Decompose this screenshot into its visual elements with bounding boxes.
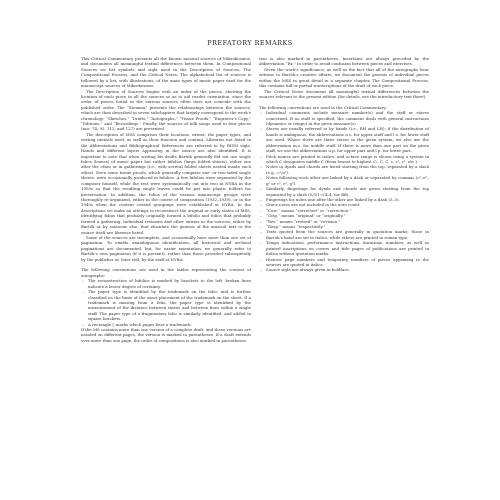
paragraph: If the MS contains more than one version of a complete draft, and these versions are notated on different pages, the version is marked in parentheses. If a draft extends over more than one page, the order of compositions is also marked in parentheses. [81,327,251,343]
paragraph: The Description of Sources begins with an index of the pieces, showing the location of each piece in all the sources so as to aid reader orientation, since the order of pieces found in the various sources often does not coincide with the published order. The “Stemma” presents the relationships between the sources, which are then described in seven subchapters that largely correspond to the work’s chronology: “Sketches,” “Drafts,” “Autographs,” “Tissue Proofs,” “Engraver’s Copy,” “Editions,” and “Recordings.” Finally, the sources of folk songs used in four pieces (nos. 74, 95, 112, and 127) are presented. [81,88,251,132]
commentary-conventions-list [259,110,429,273]
list-item: – Historic page numbers and temporary numbers of pieces appearing in the sources are quoted in italics. [259,257,429,268]
list-item: – Notes in dyads and chords are listed starting from the top, separated by a slash (e.g., c²/a¹). [259,164,429,175]
list-item: – “Orig.” means “original” or “originally.” [259,213,429,218]
right-column [259,56,429,273]
list-item: – The paper type is identified by the trademark on the folio, and is further classified on the basis of the exact placement of the trademark on the sheet. If a trademark is missing from a folio, the paper type is identified by the measurement of the distance between staves and between lines within a single staff. The paper type of a fragmentary folio is similarly identified, and added in square brackets. [81,289,251,322]
conventions-list [81,278,251,327]
paragraph: Given the work’s significance, as well as the fact that all of the autographs bear witness to Bartók’s creative efforts, we document the genesis of individual pieces within the MSS in great detail in a separate chapter, The Compositional Process; this contains full or partial transcriptions of the draft of each piece. [259,66,429,89]
paragraph: Some of the sources are incomplete, and occasionally have more than one set of pagination. To enable unambiguous identification, all historical and archival paginations are documented, but, for easier orientation, we generally refer to Bartók’s own pagination (if it is present), rather than those provided subsequently by the publisher or, later still, by the staff at NYBA. [81,234,251,262]
list-item: – The reconstruction of bifolios is marked by brackets to the left; broken lines indicate a lesser degree of certainty. [81,278,251,289]
list-item: – Similarly, fingerings for dyads and chords are given starting from the top separated by a slash (5/3/1=(4–4, for BB). [259,186,429,197]
paragraph: The following conventions are used in the Critical Commentary: [259,104,387,110]
list-item: – Fingerings for notes one after the other are linked by a dash (5–3). [259,197,429,202]
paragraph: This Critical Commentary presents all the known musical sources of Mikrokosmos, and documents all meaningful textual differences between them. In Compositional Sources we list symbols and sigla used in the Description of Sources, The Compositional Process, and the Critical Notes. The alphabetical list of sources is followed by a list, with illustrations, of the main types of music paper used for the manuscript sources of Mikrokosmos. [81,56,251,89]
list-item: – Texts quoted from the sources are generally in quotation marks; those in Bartók’s hand are set in italics, while others are printed in roman type. [259,229,429,240]
list-item: – A rectangle ▯ marks which pages bear a trademark. [81,322,251,327]
list-item: – Individual comments include measure number(s) and the staff or staves concerned. If no staff is specified, the comment deals with general instructions (dynamics or tempo) in the given measure(s). [259,110,429,126]
list-item: – Notes following each other are linked by a dash or separated by commas (c²–e²–g² or c², e², g²). [259,175,429,186]
list-item: – Tempo indications, performance instructions, durations, numbers, as well as printed inscriptions on covers and title pages of publications are printed in italics without quotation marks. [259,240,429,256]
page-title: PREFATORY REMARKS [207,39,293,47]
paragraph: The Critical Notes document all meaningful textual differences between the sources relevant to the present edition (for details, see the introductory text there). [259,88,429,99]
paragraph: The following conventions are used in the tables representing the content of autographs: [81,267,251,278]
list-item: – “Resp.” means “respectively.” [259,224,429,229]
paragraph: tion is also marked in parentheses. Insertions are always preceded by the abbreviation “Ex.” in order to avoid confusion between pieces and exercises. [259,56,429,67]
paragraph: The description of MSS comprises their locations, extent, the paper types, and writing utensils used, as well as their function and content. Libraries not listed in the Abbreviations and Bibliographical References are referred to by RISM sigla. Hands and different layers appearing in the source are also identified. It is important to note that when writing his drafts Bartók generally did not use single folios (leaves) of music paper but rather bifolios (large folded sheets), either one after the other or in gatherings (i.e., with several folded sheets nested inside each other). Even some tissue proofs, which generally comprise one- or two-sided single sheets, were occasionally produced in bifolios. A few bifolios were separated by the composer himself, while the rest were systematically cut into two at NYBA in the 1950s so that the resulting single leaves could be put into plastic folders for preservation. In addition, the folios of the various manuscript groups were thoroughly re-organized, either in the course of composition (1932–1939), or in the 1940s when the content ceased groupings were established at NYBA. In the descriptions we make an attempt to reconstruct the original or early states of MSS, identifying folios that probably originally formed a bifolio and folios that probably formed a gathering. Individual revisions and other entries in the sources, either by Bartók or by someone else, that elucidate the genesis of the musical text or the source itself are likewise listed. [81,131,251,235]
list-item: – “Corr.” means “corrected” or “correction.” [259,208,429,213]
list-item: – Pitch names are printed in italics, and octave range is shown using a system in which C designates middle C (from lowest to highest C₁, C, C, c, c¹, c², etc.). [259,154,429,165]
list-item: – Grace notes are not included in the note count. [259,202,429,207]
list-item: – “Rev.” means “revised” or “revision.” [259,219,429,224]
left-column [81,56,251,343]
list-item: – Staves are usually referred to by hands (i.e., RH and LH); if the distribution of hands is ambiguous, the abbreviations u.s. for upper staff and l.s. for lower staff are used. Where there are three staves in the given system, we also use the abbreviation m.s. for middle staff. If there is more than one part on the given staff, we use the abbreviations u.p. for upper part and l.p. for lower part. [259,126,429,153]
list-item: – Source sigla are always given in boldface. [259,267,429,272]
